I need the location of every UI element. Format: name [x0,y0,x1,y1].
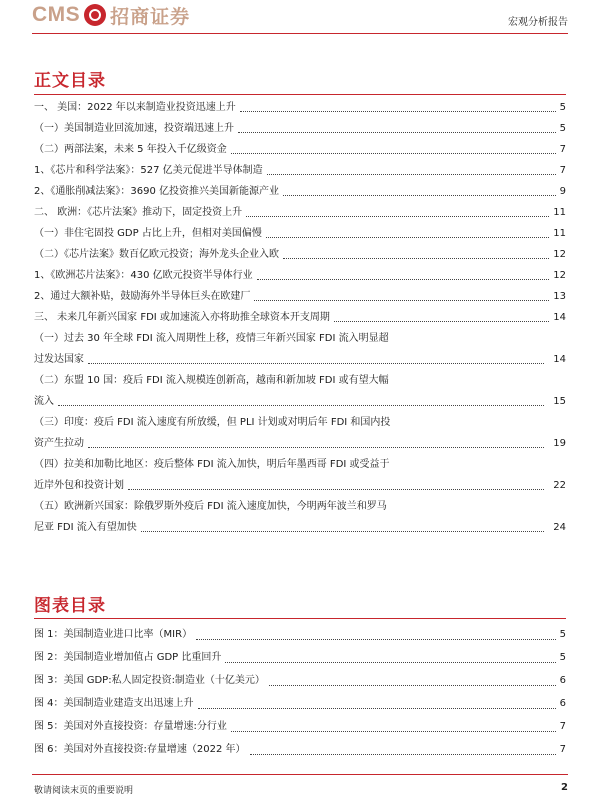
figure-entry-page: 6 [559,675,566,686]
figure-entry[interactable] [34,715,566,738]
toc-leader [334,321,549,322]
toc-leader [257,279,550,280]
figure-entry-text: 图 4：美国制造业建造支出迅速上升 [34,692,196,715]
toc-entry-text-line1: （四）拉美和加勒比地区：疫后整体 FDI 流入加快，明后年墨西哥 FDI 或受益于 [34,459,390,470]
toc-entry-page: 11 [553,207,566,218]
toc-entry[interactable] [34,328,566,370]
toc-leader [240,111,556,112]
figure-entry[interactable] [34,669,566,692]
toc-entry[interactable] [34,496,566,538]
toc-leader [266,237,549,238]
toc-entry-page: 11 [553,228,566,239]
figure-list [34,623,566,761]
page-footer [32,774,568,796]
toc-entry[interactable] [34,97,566,118]
toc-leader [198,708,556,709]
toc-title: 正文目录 [34,71,106,91]
toc-entry[interactable] [34,223,566,244]
figure-entry-text: 图 5：美国对外直接投资：存量增速:分行业 [34,715,229,738]
toc-leader [88,447,544,448]
figures-title: 图表目录 [34,596,106,616]
toc-entry-text: 1、《芯片和科学法案》：527 亿美元促进半导体制造 [34,160,265,181]
page-header [0,0,600,34]
figure-entry-page: 7 [559,744,566,755]
figure-entry[interactable] [34,738,566,761]
figure-entry-page: 5 [559,629,566,640]
toc-entry-text: （一）美国制造业回流加速，投资端迅速上升 [34,118,236,139]
table-of-contents [34,97,566,538]
figure-entry-page: 6 [559,698,566,709]
toc-leader [58,405,544,406]
toc-entry-page: 22 [553,480,566,491]
toc-leader [141,531,544,532]
toc-leader [269,685,556,686]
figures-title-rule [34,618,566,619]
figure-entry[interactable] [34,623,566,646]
toc-entry-page: 14 [553,312,566,323]
toc-entry-text-line2: 资产生拉动 [34,433,86,454]
toc-entry-text: （一）非住宅固投 GDP 占比上升，但相对美国偏慢 [34,223,264,244]
toc-leader [238,132,556,133]
toc-entry[interactable] [34,286,566,307]
toc-leader [250,754,556,755]
toc-entry-page: 14 [553,354,566,365]
footer-disclaimer: 敬请阅读末页的重要说明 [34,786,134,796]
toc-leader [128,489,544,490]
toc-entry-text: （二）两部法案，未来 5 年投入千亿级资金 [34,139,229,160]
toc-entry[interactable] [34,118,566,139]
figure-entry-text: 图 6：美国对外直接投资:存量增速（2022 年） [34,738,248,761]
toc-entry[interactable] [34,307,566,328]
toc-entry-text-line1: （五）欧洲新兴国家：除俄罗斯外疫后 FDI 流入速度加快，今明两年波兰和罗马 [34,501,387,512]
toc-entry[interactable] [34,202,566,223]
figure-entry-text: 图 3：美国 GDP:私人固定投资:制造业（十亿美元） [34,669,267,692]
toc-leader [225,662,555,663]
toc-entry-page: 12 [553,249,566,260]
toc-entry-page: 5 [559,123,566,134]
toc-entry-text-line2: 尼亚 FDI 流入有望加快 [34,517,139,538]
toc-entry-page: 12 [553,270,566,281]
figure-entry-page: 7 [559,721,566,732]
toc-entry-page: 24 [553,522,566,533]
toc-entry-text: 三、 未来几年新兴国家 FDI 或加速流入亦将助推全球资本开支周期 [34,307,332,328]
figure-entry[interactable] [34,692,566,715]
toc-entry-text: 1、《欧洲芯片法案》：430 亿欧元投资半导体行业 [34,265,255,286]
toc-leader [267,174,556,175]
toc-leader [196,639,556,640]
toc-leader [246,216,549,217]
toc-entry[interactable] [34,412,566,454]
toc-leader [283,258,549,259]
toc-leader [231,731,556,732]
toc-entry-text: 2、通过大额补贴，鼓励海外半导体巨头在欧建厂 [34,286,252,307]
toc-entry-page: 9 [559,186,566,197]
toc-entry-text: （二）《芯片法案》数百亿欧元投资；海外龙头企业入欧 [34,244,281,265]
toc-entry-page: 15 [553,396,566,407]
toc-entry[interactable] [34,454,566,496]
toc-entry-page: 5 [559,102,566,113]
toc-leader [88,363,544,364]
toc-entry-text-line1: （二）东盟 10 国：疫后 FDI 流入规模连创新高，越南和新加坡 FDI 或有望大幅 [34,375,389,386]
toc-entry-text-line1: （一）过去 30 年全球 FDI 流入周期性上移，疫情三年新兴国家 FDI 流入明显超 [34,333,389,344]
figure-entry-text: 图 1：美国制造业进口比率（MIR） [34,623,194,646]
toc-title-rule [34,94,566,95]
toc-entry[interactable] [34,265,566,286]
toc-entry-text: 2、《通胀削减法案》：3690 亿投资推兴美国新能源产业 [34,181,281,202]
toc-entry-text: 二、 欧洲：《芯片法案》推动下，固定投资上升 [34,202,244,223]
toc-leader [231,153,556,154]
toc-entry-text-line2: 过发达国家 [34,349,86,370]
logo-cms-text: CMS [32,3,81,26]
toc-entry[interactable] [34,370,566,412]
logo-emblem-icon [84,4,106,26]
toc-entry-page: 7 [559,144,566,155]
toc-entry[interactable] [34,244,566,265]
toc-leader [283,195,556,196]
toc-entry-page: 19 [553,438,566,449]
toc-entry-text-line2: 流入 [34,391,56,412]
toc-entry-page: 7 [559,165,566,176]
figure-entry-page: 5 [559,652,566,663]
footer-divider [32,774,568,775]
page-number: 2 [561,782,568,793]
figure-entry[interactable] [34,646,566,669]
toc-leader [254,300,549,301]
toc-entry-text-line1: （三）印度：疫后 FDI 流入速度有所放缓，但 PLI 计划或对明后年 FDI 和国内投 [34,417,391,428]
figure-entry-text: 图 2：美国制造业增加值占 GDP 比重回升 [34,646,223,669]
toc-entry-text: 一、 美国：2022 年以来制造业投资迅速上升 [34,97,238,118]
cms-logo [32,2,190,28]
toc-entry[interactable] [34,181,566,202]
toc-entry[interactable] [34,160,566,181]
toc-entry-page: 13 [553,291,566,302]
report-type-label: 宏观分析报告 [508,17,568,28]
logo-chinese-text: 招商证券 [110,5,191,28]
header-divider [32,33,568,34]
toc-entry[interactable] [34,139,566,160]
toc-entry-text-line2: 近岸外包和投资计划 [34,475,126,496]
